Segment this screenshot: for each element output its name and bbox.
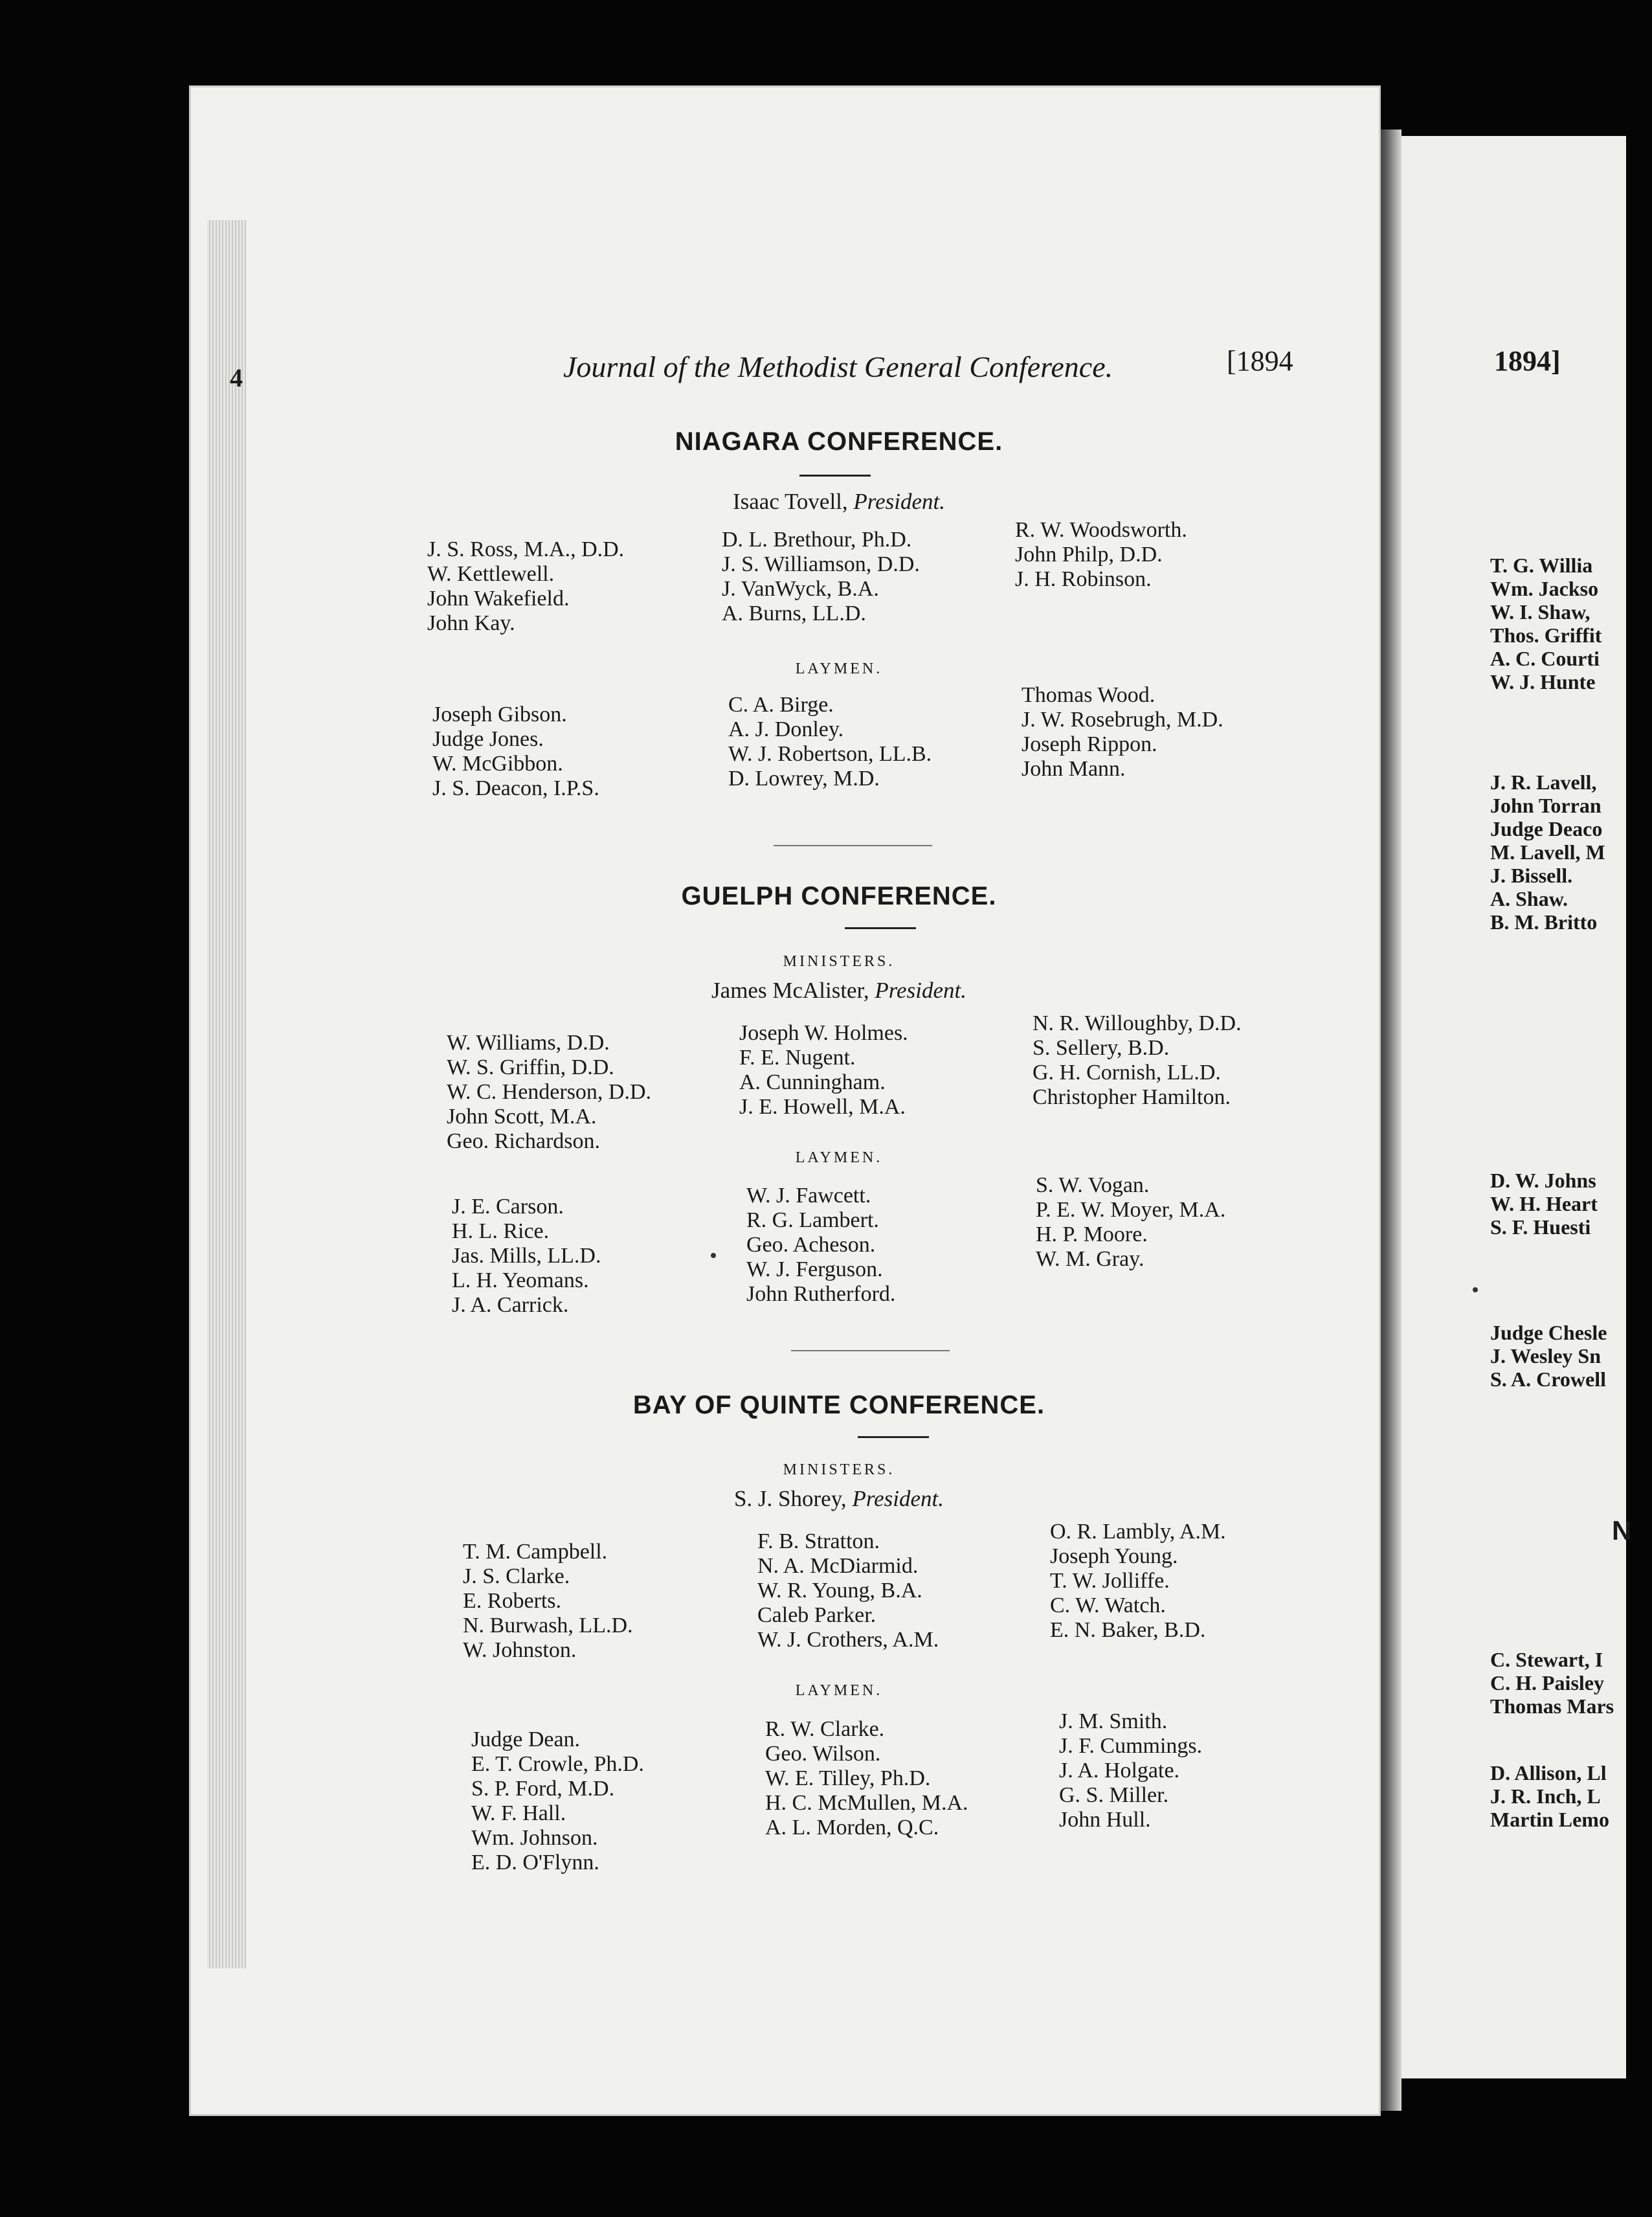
facing-name: C. H. Paisley: [1490, 1671, 1604, 1694]
layman-name: J. F. Cummings.: [1059, 1734, 1203, 1758]
layman-name: J. A. Holgate.: [1059, 1759, 1180, 1783]
minister-name: C. W. Watch.: [1050, 1593, 1166, 1617]
facing-name: J. R. Lavell,: [1490, 771, 1597, 794]
layman-name: E. T. Crowle, Ph.D.: [471, 1752, 644, 1776]
niagara-ministers-col2: [722, 528, 920, 626]
layman-name: J. W. Rosebrugh, M.D.: [1021, 708, 1223, 732]
president-title: President.: [875, 978, 966, 1003]
minister-name: W. Williams, D.D.: [447, 1031, 610, 1055]
facing-name: Judge Chesle: [1490, 1321, 1607, 1344]
minister-name: A. Cunningham.: [739, 1070, 886, 1094]
facing-name: T. G. Willia: [1490, 554, 1593, 577]
guelph-laymen-col3: [1036, 1173, 1225, 1272]
layman-name: Jas. Mills, LL.D.: [452, 1244, 601, 1268]
niagara-conference-title: NIAGARA CONFERENCE.: [675, 427, 1003, 456]
minister-name: O. R. Lambly, A.M.: [1050, 1520, 1226, 1544]
facing-name: A. Shaw.: [1490, 887, 1568, 910]
facing-block-4: [1490, 1321, 1626, 1391]
layman-name: W. J. Ferguson.: [746, 1257, 883, 1281]
bay-of-quinte-president: [26, 1486, 1652, 1512]
minister-name: T. W. Jolliffe.: [1050, 1569, 1170, 1593]
facing-name: D. W. Johns: [1490, 1169, 1596, 1192]
facing-name: C. Stewart, I: [1490, 1648, 1603, 1671]
facing-name: Thos. Griffit: [1490, 624, 1602, 647]
layman-name: H. P. Moore.: [1036, 1222, 1148, 1246]
facing-page-year: 1894]: [1494, 345, 1561, 377]
minister-name: Joseph Young.: [1050, 1544, 1178, 1568]
president-name: Isaac Tovell,: [732, 489, 848, 514]
guelph-ministers-col3: [1032, 1011, 1242, 1110]
page-number: 4: [230, 363, 243, 392]
minister-name: D. L. Brethour, Ph.D.: [722, 528, 912, 552]
minister-name: John Wakefield.: [427, 587, 570, 611]
layman-name: W. J. Robertson, LL.B.: [728, 742, 932, 766]
facing-block-6: [1490, 1761, 1626, 1831]
bay-of-quinte-laymen-col1: [471, 1727, 644, 1875]
facing-block-5: [1490, 1648, 1626, 1718]
facing-name: J. R. Inch, L: [1490, 1784, 1601, 1808]
layman-name: J. E. Carson.: [452, 1195, 564, 1219]
layman-name: W. E. Tilley, Ph.D.: [765, 1766, 931, 1790]
minister-name: T. M. Campbell.: [463, 1540, 608, 1564]
guelph-ministers-col2: [739, 1021, 908, 1120]
layman-name: S. W. Vogan.: [1036, 1173, 1150, 1197]
minister-name: N. A. McDiarmid.: [757, 1554, 919, 1578]
niagara-ministers-col1: [427, 537, 624, 636]
layman-name: W. J. Fawcett.: [746, 1184, 871, 1208]
minister-name: John Philp, D.D.: [1015, 543, 1163, 567]
layman-name: P. E. W. Moyer, M.A.: [1036, 1198, 1226, 1222]
layman-name: J. A. Carrick.: [452, 1293, 569, 1317]
minister-name: E. N. Baker, B.D.: [1050, 1618, 1206, 1642]
layman-name: A. J. Donley.: [728, 717, 844, 741]
minister-name: Caleb Parker.: [757, 1603, 876, 1627]
minister-name: J. VanWyck, B.A.: [722, 577, 879, 601]
minister-name: Joseph W. Holmes.: [739, 1021, 908, 1045]
guelph-president: [26, 978, 1652, 1004]
facing-name: W. H. Heart: [1490, 1192, 1598, 1215]
title-rule: [799, 475, 871, 477]
facing-name: Thomas Mars: [1490, 1694, 1614, 1718]
header-year: [1894: [1227, 345, 1293, 377]
layman-name: John Rutherford.: [746, 1282, 896, 1306]
layman-name: John Hull.: [1059, 1808, 1151, 1832]
layman-name: H. L. Rice.: [452, 1219, 550, 1243]
facing-name: M. Lavell, M: [1490, 840, 1605, 864]
layman-name: D. Lowrey, M.D.: [728, 767, 880, 791]
bay-of-quinte-laymen-col2: [765, 1717, 968, 1840]
page-header: [0, 345, 1626, 401]
layman-name: H. C. McMullen, M.A.: [765, 1791, 968, 1815]
president-title: President.: [853, 489, 945, 514]
niagara-laymen-col1: [432, 703, 599, 801]
layman-name: R. G. Lambert.: [746, 1208, 879, 1232]
layman-name: Wm. Johnson.: [471, 1826, 598, 1850]
facing-block-1: [1490, 554, 1626, 693]
minister-name: W. J. Crothers, A.M.: [757, 1628, 939, 1652]
layman-name: Judge Jones.: [432, 727, 544, 751]
layman-name: Thomas Wood.: [1021, 683, 1155, 707]
minister-name: F. B. Stratton.: [757, 1529, 880, 1553]
president-title: President.: [852, 1486, 944, 1511]
page-edges: [207, 220, 246, 1968]
layman-name: A. L. Morden, Q.C.: [765, 1816, 939, 1840]
bay-of-quinte-ministers-col3: [1050, 1520, 1226, 1643]
minister-name: John Kay.: [427, 611, 515, 635]
bay-of-quinte-ministers-label: MINISTERS.: [783, 1461, 895, 1478]
layman-name: L. H. Yeomans.: [452, 1268, 589, 1292]
facing-name: J. Bissell.: [1490, 864, 1573, 887]
layman-name: G. S. Miller.: [1059, 1783, 1169, 1807]
layman-name: John Mann.: [1021, 757, 1126, 781]
guelph-laymen-label: LAYMEN.: [795, 1149, 883, 1166]
guelph-conference-title: GUELPH CONFERENCE.: [681, 882, 997, 910]
bay-of-quinte-laymen-label: LAYMEN.: [795, 1682, 883, 1699]
layman-name: S. P. Ford, M.D.: [471, 1777, 615, 1801]
facing-block-3: [1490, 1169, 1626, 1239]
minister-name: R. W. Woodsworth.: [1015, 518, 1187, 542]
niagara-president: [26, 489, 1652, 515]
minister-name: J. S. Ross, M.A., D.D.: [427, 537, 625, 561]
bay-of-quinte-ministers-col1: [463, 1540, 633, 1663]
minister-name: E. Roberts.: [463, 1589, 562, 1613]
title-rule: [845, 927, 916, 929]
president-name: S. J. Shorey,: [733, 1486, 847, 1511]
scan-speck: [711, 1253, 716, 1258]
layman-name: W. F. Hall.: [471, 1801, 566, 1825]
niagara-laymen-label: LAYMEN.: [795, 660, 883, 677]
minister-name: W. Kettlewell.: [427, 562, 555, 586]
facing-name: W. J. Hunte: [1490, 670, 1596, 693]
layman-name: Geo. Wilson.: [765, 1742, 881, 1766]
facing-name: S. F. Huesti: [1490, 1215, 1591, 1239]
layman-name: Judge Dean.: [471, 1727, 581, 1751]
layman-name: C. A. Birge.: [728, 693, 834, 717]
guelph-laymen-col2: [746, 1184, 895, 1307]
facing-name: Wm. Jackso: [1490, 577, 1599, 600]
minister-name: W. S. Griffin, D.D.: [447, 1055, 614, 1079]
facing-name: John Torran: [1490, 794, 1602, 817]
guelph-ministers-col1: [447, 1031, 651, 1154]
facing-name: A. C. Courti: [1490, 647, 1600, 670]
layman-name: J. S. Deacon, I.P.S.: [432, 776, 599, 800]
facing-name: W. I. Shaw,: [1490, 600, 1591, 624]
minister-name: Geo. Richardson.: [447, 1129, 601, 1153]
minister-name: F. E. Nugent.: [739, 1046, 856, 1070]
president-name: James McAlister,: [711, 978, 869, 1003]
layman-name: R. W. Clarke.: [765, 1717, 885, 1741]
layman-name: E. D. O'Flynn.: [471, 1851, 599, 1874]
facing-name: Martin Lemo: [1490, 1808, 1609, 1831]
minister-name: John Scott, M.A.: [447, 1105, 597, 1129]
guelph-laymen-col1: [452, 1195, 601, 1318]
section-divider: [791, 1350, 950, 1351]
minister-name: J. S. Clarke.: [463, 1564, 570, 1588]
niagara-laymen-col3: [1021, 683, 1223, 782]
bay-of-quinte-ministers-col2: [757, 1529, 939, 1652]
minister-name: A. Burns, LL.D.: [722, 602, 866, 625]
minister-name: W. C. Henderson, D.D.: [447, 1080, 652, 1104]
layman-name: W. M. Gray.: [1036, 1247, 1144, 1271]
minister-name: N. R. Willoughby, D.D.: [1032, 1011, 1242, 1035]
minister-name: W. R. Young, B.A.: [757, 1579, 922, 1603]
scan-speck: [1473, 1287, 1478, 1292]
facing-name: Judge Deaco: [1490, 817, 1603, 840]
book-spine: [1376, 129, 1401, 2111]
section-divider: [774, 845, 932, 846]
facing-name: S. A. Crowell: [1490, 1367, 1606, 1391]
facing-block-2: [1490, 771, 1626, 934]
facing-name: D. Allison, Ll: [1490, 1761, 1607, 1784]
minister-name: Christopher Hamilton.: [1032, 1085, 1231, 1109]
niagara-ministers-col3: [1015, 518, 1187, 592]
minister-name: N. Burwash, LL.D.: [463, 1614, 633, 1637]
minister-name: J. H. Robinson.: [1015, 567, 1152, 591]
minister-name: S. Sellery, B.D.: [1032, 1036, 1170, 1060]
facing-name: B. M. Britto: [1490, 910, 1598, 934]
layman-name: Joseph Rippon.: [1021, 732, 1157, 756]
layman-name: Joseph Gibson.: [432, 703, 567, 726]
minister-name: J. E. Howell, M.A.: [739, 1095, 906, 1119]
title-rule: [858, 1436, 929, 1438]
guelph-ministers-label: MINISTERS.: [783, 953, 895, 970]
bay-of-quinte-conference-title: BAY OF QUINTE CONFERENCE.: [632, 1391, 1045, 1419]
niagara-laymen-col2: [728, 693, 932, 791]
bay-of-quinte-laymen-col3: [1059, 1709, 1202, 1832]
minister-name: W. Johnston.: [463, 1638, 577, 1662]
facing-heading-letter: N: [1612, 1515, 1632, 1546]
minister-name: J. S. Williamson, D.D.: [722, 552, 920, 576]
layman-name: J. M. Smith.: [1059, 1709, 1168, 1733]
minister-name: G. H. Cornish, LL.D.: [1032, 1061, 1221, 1085]
facing-name: J. Wesley Sn: [1490, 1344, 1601, 1367]
layman-name: W. McGibbon.: [432, 752, 563, 776]
layman-name: Geo. Acheson.: [746, 1233, 876, 1257]
running-title: Journal of the Methodist General Conference.: [563, 350, 1113, 383]
